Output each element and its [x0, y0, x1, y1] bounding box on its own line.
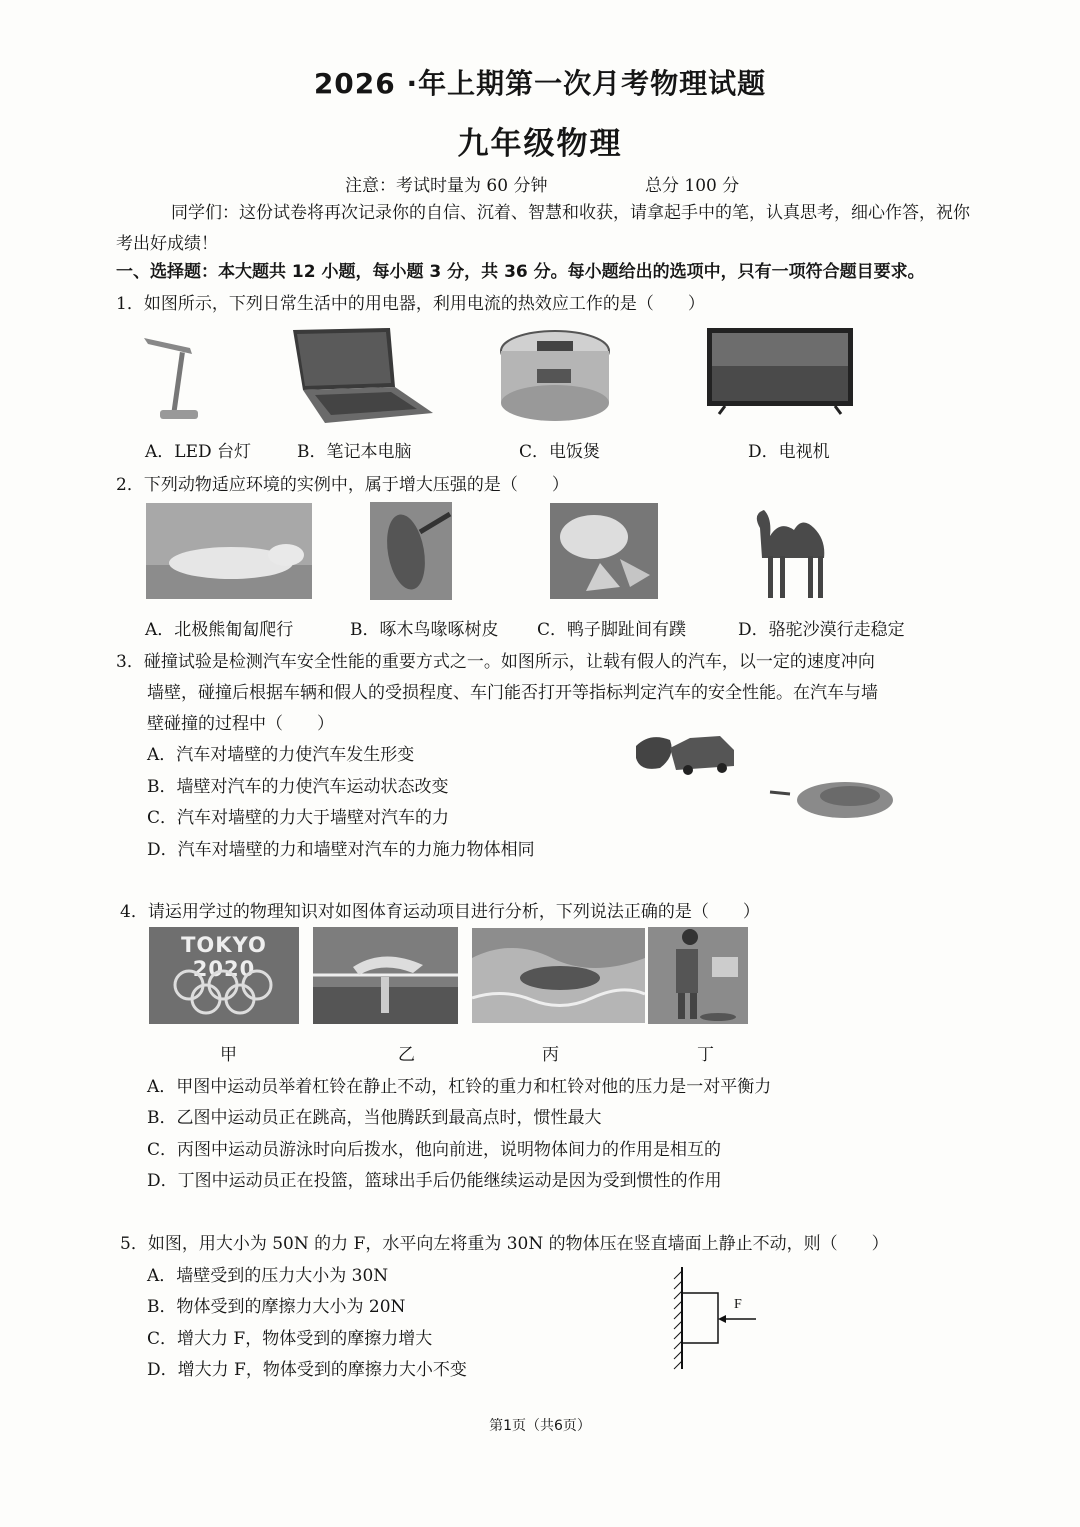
q4-option-c: C．丙图中运动员游泳时向后拨水，他向前进，说明物体间力的作用是相互的: [147, 1140, 722, 1160]
q5-option-d: D．增大力 F，物体受到的摩擦力大小不变: [147, 1360, 467, 1380]
q5-option-b: B．物体受到的摩擦力大小为 20N: [147, 1297, 406, 1317]
car-crash-image: [630, 728, 900, 828]
camel-image: [742, 500, 840, 602]
q5-option-a: A．墙壁受到的压力大小为 30N: [147, 1266, 389, 1286]
q3-option-c: C．汽车对墙壁的力大于墙壁对汽车的力: [147, 808, 450, 828]
high-jump-image: [313, 927, 458, 1024]
polar-bear-image: [146, 503, 312, 599]
q4-caption-jia: 甲: [220, 1045, 237, 1065]
tv-image: [705, 326, 855, 416]
woodpecker-image: [370, 502, 452, 600]
q4-caption-bing: 丙: [542, 1045, 559, 1065]
q4-caption-ding: 丁: [697, 1045, 714, 1065]
q2-stem: 2．下列动物适应环境的实例中，属于增大压强的是（ ）: [116, 475, 569, 495]
q5-option-c: C．增大力 F，物体受到的摩擦力增大: [147, 1329, 433, 1349]
exam-title: 2026 ·年上期第一次月考物理试题: [313, 67, 767, 100]
q2-option-c: C．鸭子脚趾间有蹼: [537, 620, 687, 640]
q1-option-d: D．电视机: [748, 442, 830, 462]
q3-stem-line1: 3．碰撞试验是检测汽车安全性能的重要方式之一。如图所示，让载有假人的汽车，以一定的速度冲向: [116, 652, 875, 672]
q3-stem-line2: 墙壁，碰撞后根据车辆和假人的受损程度、车门能否打开等指标判定汽车的安全性能。在汽车与墙: [147, 683, 878, 703]
duck-feet-image: [550, 503, 658, 599]
force-wall-diagram: [668, 1265, 768, 1371]
tokyo2020-text: TOKYO 2020: [181, 933, 267, 981]
q2-option-d: D．骆驼沙漠行走稳定: [738, 620, 905, 640]
q2-option-a: A．北极熊匍匐爬行: [145, 620, 294, 640]
q4-option-b: B．乙图中运动员正在跳高，当他腾跃到最高点时，惯性最大: [147, 1108, 602, 1128]
q1-option-a: A．LED 台灯: [145, 442, 252, 462]
q4-option-d: D．丁图中运动员正在投篮，篮球出手后仍能继续运动是因为受到惯性的作用: [147, 1171, 722, 1191]
q4-option-a: A．甲图中运动员举着杠铃在静止不动，杠铃的重力和杠铃对他的压力是一对平衡力: [147, 1077, 772, 1097]
force-label: F: [734, 1297, 742, 1312]
exam-subtitle: 九年级物理: [457, 126, 623, 162]
tokyo2020-image: [149, 927, 299, 1024]
q1-option-c: C．电饭煲: [519, 442, 601, 462]
note-time: 注意：考试时量为 60 分钟: [345, 176, 548, 196]
intro-text: 同学们：这份试卷将再次记录你的自信、沉着、智慧和收获，请拿起手中的笔，认真思考，细心作答，祝你考出好成绩！: [116, 203, 970, 254]
q4-caption-yi: 乙: [398, 1045, 415, 1065]
olympic-rings-icon: [171, 967, 277, 1017]
q4-stem: 4．请运用学过的物理知识对如图体育运动项目进行分析，下列说法正确的是（ ）: [120, 902, 760, 922]
page-footer: 第1页（共6页）: [489, 1418, 591, 1434]
note-score: 总分 100 分: [645, 176, 740, 196]
section-heading: 一、选择题：本大题共 12 小题，每小题 3 分，共 36 分。每小题给出的选项中，只有一项符合题目要求。: [116, 262, 925, 282]
q3-option-a: A．汽车对墙壁的力使汽车发生形变: [147, 745, 415, 765]
basketball-image: [648, 927, 748, 1024]
q2-option-b: B．啄木鸟喙啄树皮: [350, 620, 499, 640]
q5-stem: 5．如图，用大小为 50N 的力 F，水平向左将重为 30N 的物体压在竖直墙面上静止不动，则（ ）: [120, 1234, 889, 1254]
q3-option-b: B．墙壁对汽车的力使汽车运动状态改变: [147, 777, 449, 797]
q3-stem-line3: 壁碰撞的过程中（ ）: [147, 714, 334, 734]
q1-option-b: B．笔记本电脑: [297, 442, 412, 462]
q1-stem: 1．如图所示，下列日常生活中的用电器，利用电流的热效应工作的是（ ）: [116, 294, 705, 314]
q3-option-d: D．汽车对墙壁的力和墙壁对汽车的力施力物体相同: [147, 840, 535, 860]
laptop-image: [285, 325, 435, 425]
swimming-image: [472, 928, 645, 1023]
rice-cooker-image: [497, 325, 615, 423]
wall-block-drawing: [668, 1265, 768, 1371]
led-lamp-image: [140, 330, 202, 425]
